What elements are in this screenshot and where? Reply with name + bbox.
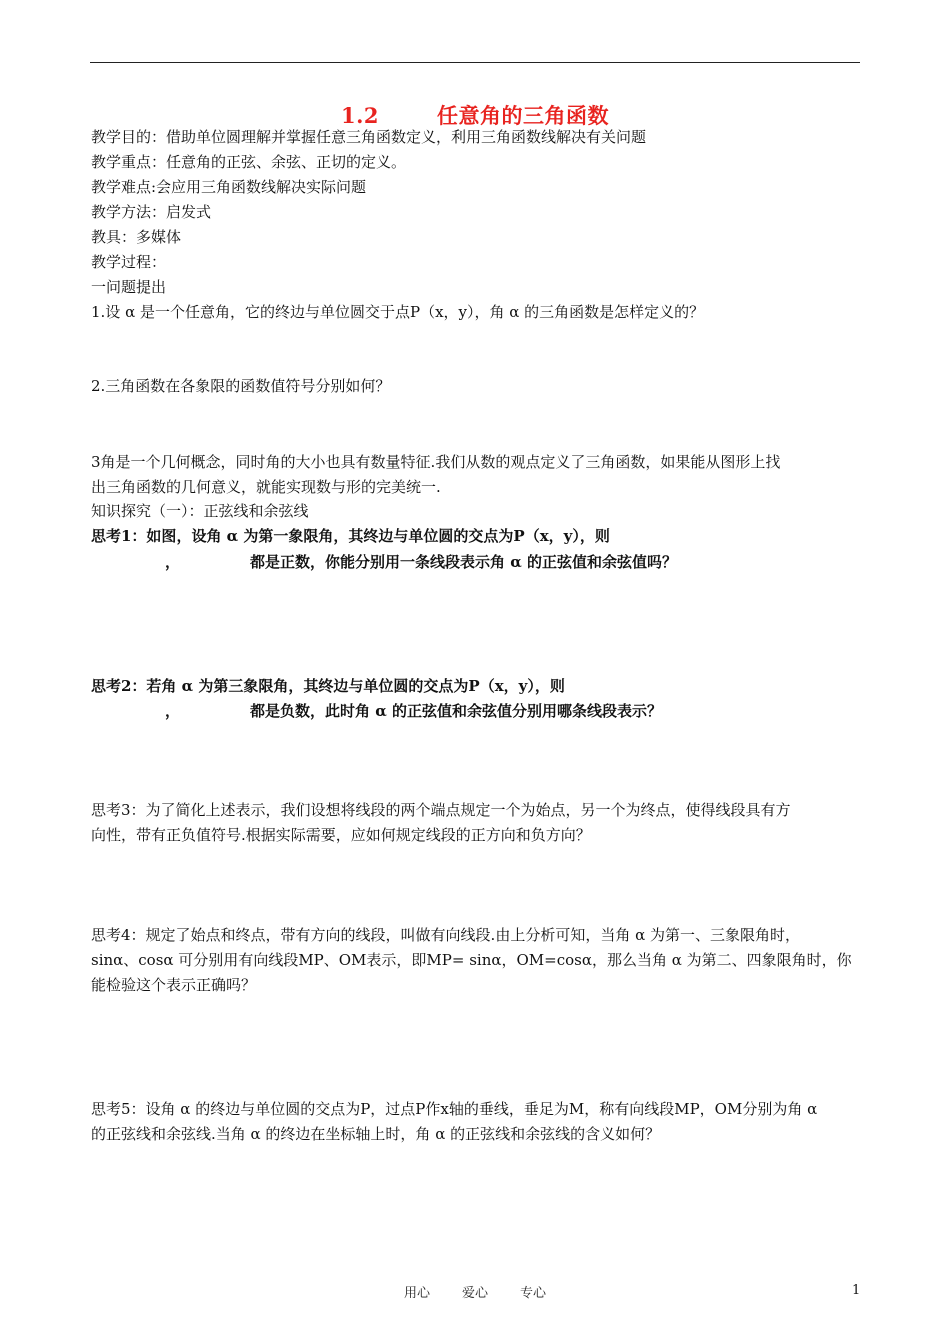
question-3-line-1: 3角是一个几何概念，同时角的大小也具有数量特征.我们从数的观点定义了三角函数，如果能从图形上找 <box>91 453 781 471</box>
think-5-line-1: 思考5：设角 α 的终边与单位圆的交点为P，过点P作x轴的垂线，垂足为M，称有向线段MP，OM分别为角 α <box>91 1100 818 1118</box>
teaching-tools: 教具：多媒体 <box>91 228 182 246</box>
footer-word-2: 爱心 <box>461 1286 488 1301</box>
teaching-goal: 教学目的：借助单位圆理解并掌握任意三角函数定义，利用三角函数线解决有关问题 <box>91 128 647 146</box>
teaching-method: 教学方法：启发式 <box>91 203 212 221</box>
footer-word-1: 用心 <box>403 1286 430 1301</box>
question-1: 1.设 α 是一个任意角，它的终边与单位圆交于点P（x，y），角 α 的三角函数是怎样定义的？ <box>91 303 705 321</box>
think-2-line-2: 都是负数，此时角 α 的正弦值和余弦值分别用哪条线段表示？ <box>250 702 662 720</box>
think-1-line-1: 思考1：如图，设角 α 为第一象限角，其终边与单位圆的交点为P（x，y），则 <box>91 527 610 545</box>
question-3-line-2: 出三角函数的几何意义，就能实现数与形的完美统一. <box>91 478 441 496</box>
title-text: 任意角的三角函数 <box>437 103 610 128</box>
think-2-line-1: 思考2：若角 α 为第三象限角，其终边与单位圆的交点为P（x，y），则 <box>91 677 565 695</box>
think-2-comma: ， <box>165 702 181 720</box>
footer-word-3: 专心 <box>520 1286 547 1301</box>
think-4-line-2: sinα、cosα 可分别用有向线段MP、OM表示，即MP= sinα，OM=cosα，那么当角 α 为第二、四象限角时，你 <box>91 951 852 969</box>
teaching-key-points: 教学重点：任意角的正弦、余弦、正切的定义。 <box>91 153 407 171</box>
teaching-difficulty: 教学难点:会应用三角函数线解决实际问题 <box>91 178 367 196</box>
section-question: 一问题提出 <box>91 278 167 296</box>
explore-heading: 知识探究（一）：正弦线和余弦线 <box>91 502 309 520</box>
header-rule <box>90 62 860 63</box>
page-title <box>0 100 950 130</box>
think-4-line-3: 能检验这个表示正确吗？ <box>91 976 257 994</box>
think-3-line-1: 思考3：为了简化上述表示，我们设想将线段的两个端点规定一个为始点，另一个为终点，使得线段具有方 <box>91 801 791 819</box>
page-number: 1 <box>852 1283 861 1298</box>
think-1-line-2: 都是正数，你能分别用一条线段表示角 α 的正弦值和余弦值吗？ <box>250 553 677 571</box>
think-1-comma: ， <box>165 553 181 571</box>
think-3-line-2: 向性，带有正负值符号.根据实际需要，应如何规定线段的正方向和负方向？ <box>91 826 591 844</box>
think-5-line-2: 的正弦线和余弦线.当角 α 的终边在坐标轴上时，角 α 的正弦线和余弦线的含义如何？ <box>91 1125 661 1143</box>
teaching-process: 教学过程： <box>91 253 167 271</box>
think-4-line-1: 思考4：规定了始点和终点，带有方向的线段，叫做有向线段.由上分析可知，当角 α 为第一、三象限角时， <box>91 926 800 944</box>
title-number: 1.2 <box>340 103 380 128</box>
question-2: 2.三角函数在各象限的函数值符号分别如何？ <box>91 377 391 395</box>
footer-motto <box>0 1282 950 1301</box>
